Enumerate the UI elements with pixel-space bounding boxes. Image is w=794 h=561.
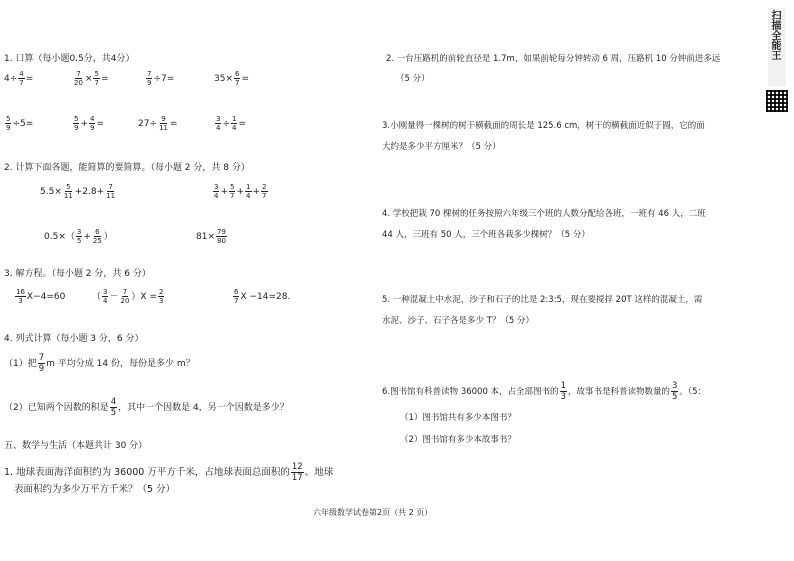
r-q2-line1: 2. 一台压路机的前轮直径是 1.7m，如果前轮每分钟转动 6 周，压路机 10 分钟前进多远 [386, 54, 721, 64]
s1-r1-item1: 4÷ $\frac{4}{7}$ = [4, 70, 34, 87]
s1-r1-item3: $\frac{7}{9}$ ÷7= [147, 70, 175, 87]
r-q6-sub2: （2）图书馆有多少本故事书？ [400, 435, 516, 445]
s2-item-b: $\frac{3}{4}$ + $\frac{5}{7}$ + $\frac{1}{4}$ + $\frac{2}{7}$ [214, 183, 267, 200]
s1-r2-item1: $\frac{5}{9}$ ÷5= [6, 115, 34, 132]
r-q5-line2: 水泥、沙子、石子各是多少 T？（5 分） [382, 316, 535, 326]
r-q4-line2: 44 人，三班有 50 人，三个班各栽多少棵树？（5 分） [382, 230, 590, 240]
r-q6-line1: 6.图书馆有科普读物 36000 本，占全部图书的 $\frac{1}{3}$ ，故事书是科普读物数量的 $\frac{3}{5}$ 。（5： [382, 381, 707, 402]
section1-title: 1. 口算（每小题0.5分，共4分） [4, 54, 135, 64]
s4-question1: （1）把 $\frac{7}{9}$ m 平均分成 14 份，每份是多少 m？ [4, 353, 195, 374]
s1-r2-item2: $\frac{5}{9}$ + $\frac{4}{9}$ = [74, 115, 105, 132]
r-q5-line1: 5. 一种混凝土中水泥，沙子和石子的比是 2:3:5，现在要搅拌 20T 这样的混凝土，需 [382, 295, 703, 305]
s1-r1-item2: $\frac{7}{20}$ × $\frac{5}{7}$ = [74, 70, 109, 87]
qr-code-icon [766, 90, 788, 112]
s2-item-c: 0.5×（ $\frac{3}{5}$ + $\frac{6}{25}$ ） [44, 228, 113, 245]
s2-item-a: 5.5× $\frac{5}{11}$ +2.8+ $\frac{7}{11}$ [40, 183, 116, 200]
s1-r1-item4: 35× $\frac{6}{7}$ = [214, 70, 250, 87]
s3-item-a: $\frac{16}{3}$ X−4=60 [16, 288, 66, 305]
s4-question2: （2）已知两个因数的积是 $\frac{4}{5}$ ，其中一个因数是 4，另一个因数是多少？ [4, 397, 289, 418]
s1-r2-item4: $\frac{3}{4}$ ÷ $\frac{1}{4}$ = [216, 115, 247, 132]
scanner-logo-text: 扫描全能王 [769, 10, 780, 60]
r-q3-line2: 大约是多少平方厘米？（5 分） [382, 142, 501, 152]
page-footer: 六年级数学试卷第2页（共 2 页） [313, 508, 433, 517]
section5-title: 五、数学与生活（本题共计 30 分） [4, 441, 148, 451]
scanner-logo [768, 8, 786, 86]
r-q4-line1: 4. 学校把栽 70 棵树的任务按照六年级三个班的人数分配给各班，一班有 46 人，二班 [382, 209, 706, 219]
r-q6-sub1: （1）图书馆共有多少本图书？ [400, 413, 516, 423]
r-q2-line2: （5 分） [396, 74, 430, 84]
s3-item-c: $\frac{6}{7}$ X −14=28. [234, 288, 291, 305]
s1-r2-item3: 27÷ $\frac{9}{11}$ = [138, 115, 178, 132]
r-q3-line1: 3.小刚量得一棵树的树干横截面的周长是 125.6 cm，树干的横截面近似于圆，它的面 [382, 121, 705, 131]
s3-item-b: （ $\frac{3}{4}$ － $\frac{7}{20}$ ）X = $\frac{2}{3}$ [92, 288, 164, 305]
scanner-watermark [766, 8, 788, 118]
section2-title: 2. 计算下面各题，能简算的要简算。（每小题 2 分，共 8 分） [4, 163, 250, 173]
section4-title: 4. 列式计算（每小题 3 分，6 分） [4, 334, 144, 344]
section3-title: 3. 解方程。（每小题 2 分，共 6 分） [4, 269, 151, 279]
s5-q1-line2: 表面积约为多少万平方千米？（5 分） [14, 484, 176, 495]
s2-item-d: 81× $\frac{79}{80}$ [196, 228, 226, 245]
s5-q1-line1: 1. 地球表面海洋面积约为 36000 万平方千米，占地球表面总面积的 $\frac{12}{17}$ 。地球 [4, 462, 334, 483]
